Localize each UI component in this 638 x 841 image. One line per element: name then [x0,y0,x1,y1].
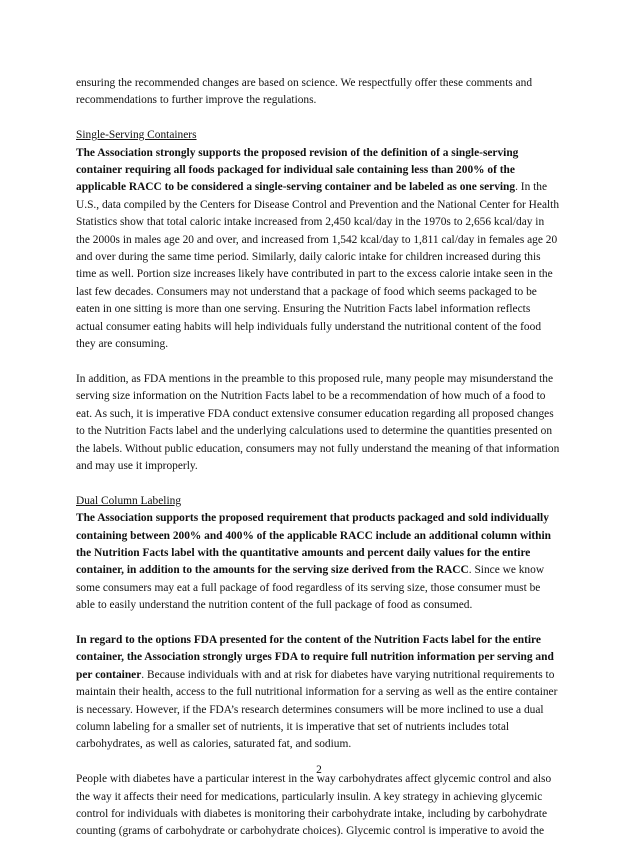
bold-text-line: the Nutrition Facts label with the quantitative amounts and percent daily values for the entire [76,546,531,559]
text-line: eat. As such, it is imperative FDA conduct extensive consumer education regarding all proposed changes [76,407,554,420]
text: . Since we know [468,564,545,577]
bold-text: applicable RACC to be considered a single-serving container and be labeled as one serving [76,181,516,194]
bold-text-line: containing between 200% and 400% of the applicable RACC include an additional column within [76,529,551,542]
bold-text-line: The Association strongly supports the proposed revision of the definition of a single-serving [76,146,519,159]
text-line: recommendations to further improve the regulations. [76,94,317,107]
bold-text-line: container, the Association strongly urges FDA to require full nutrition information per serving and [76,651,554,664]
text-line: the labels. Without public education, consumers may not fully understand the meaning of that information [76,442,560,455]
text-line: is necessary. However, if the FDA’s research determines consumers will be more inclined to use a dual [76,703,544,716]
bold-text: per container [76,668,142,681]
text-line: maintain their health, access to the full nutritional information for a serving as well as the entire container [76,686,558,699]
bold-text-line: In regard to the options FDA presented for the content of the Nutrition Facts label for the entire [76,633,541,646]
text-line: Statistics show that total caloric intake increased from 2,450 kcal/day in the 1970s to 2,656 kcal/day in [76,216,545,229]
text-line: to the Nutrition Facts label and the underlying calculations used to determine the quantities presented on [76,425,553,438]
text-line: able to easily understand the nutrition content of the full package of food as consumed. [76,599,473,612]
text-line: the way it affects their need for medications, particularly insulin. A key strategy in achieving glycemic [76,790,543,803]
text-line: In addition, as FDA mentions in the preamble to this proposed rule, many people may misunderstand the [76,372,554,385]
page-number: 2 [316,764,322,776]
text-line: time as well. Portion size increases likely have contributed in part to the excess calorie intake seen in the [76,268,553,281]
text-line: carbohydrates, as well as calories, saturated fat, and sodium. [76,738,352,751]
text-line: serving size information on the Nutrition Facts label to be a recommendation of how much of a food to [76,390,546,403]
bold-text-line: The Association supports the proposed requirement that products packaged and sold individually [76,512,549,525]
intro-paragraph [76,75,566,110]
mixed-text-line [76,667,566,684]
section-heading: Single-Serving Containers [76,129,197,142]
text-line: eaten in one sitting is more than one serving. Ensuring the Nutrition Facts label information reflects [76,303,531,316]
consumer-education-paragraph [76,371,566,475]
text: . In the [515,181,548,194]
text-line: actual consumer eating habits will help individuals fully understand the nutritional content of the food [76,320,542,333]
section-heading: Dual Column Labeling [76,494,182,507]
text-line: control for individuals with diabetes is monitoring their carbohydrate intake, including by carbohydrate [76,807,548,820]
section-dual-column [76,493,566,615]
bold-text: container, in addition to the amounts for the serving size derived from the RACC [76,564,469,577]
page-content [76,75,566,841]
section-single-serving [76,127,566,353]
mixed-text-line [76,562,566,579]
text-line: last few decades. Consumers may not understand that a package of food which seems packaged to be [76,285,537,298]
text-line: and may use it improperly. [76,459,198,472]
text-line: some consumers may eat a full package of food regardless of its serving size, those consumer must be [76,581,541,594]
text: . Because individuals with and at risk for diabetes have varying nutritional requirements to [141,668,555,681]
text-line: ensuring the recommended changes are based on science. We respectfully offer these comments and [76,77,533,89]
text-line: they are consuming. [76,338,169,351]
text-line: column labeling for a smaller set of nutrients, it is imperative that set of nutrients includes total [76,720,510,733]
mixed-text-line [76,179,566,196]
text-line: People with diabetes have a particular interest in the way carbohydrates affect glycemic control and also [76,773,552,786]
text-line: and over during the same time period. Similarly, daily caloric intake for children increased during this [76,251,541,264]
text-line: U.S., data compiled by the Centers for Disease Control and Prevention and the National Center for Health [76,198,560,211]
text-line: the 2000s in males age 20 and over, and increased from 1,542 kcal/day to 1,811 cal/day in females age 20 [76,233,558,246]
bold-text-line: container requiring all foods packaged for individual sale containing less than 200% of the [76,164,515,177]
text-line: counting (grams of carbohydrate or carbohydrate choices). Glycemic control is imperative to avoid the [76,825,545,838]
full-nutrition-paragraph [76,632,566,754]
diabetes-carbohydrate-paragraph [76,771,566,841]
